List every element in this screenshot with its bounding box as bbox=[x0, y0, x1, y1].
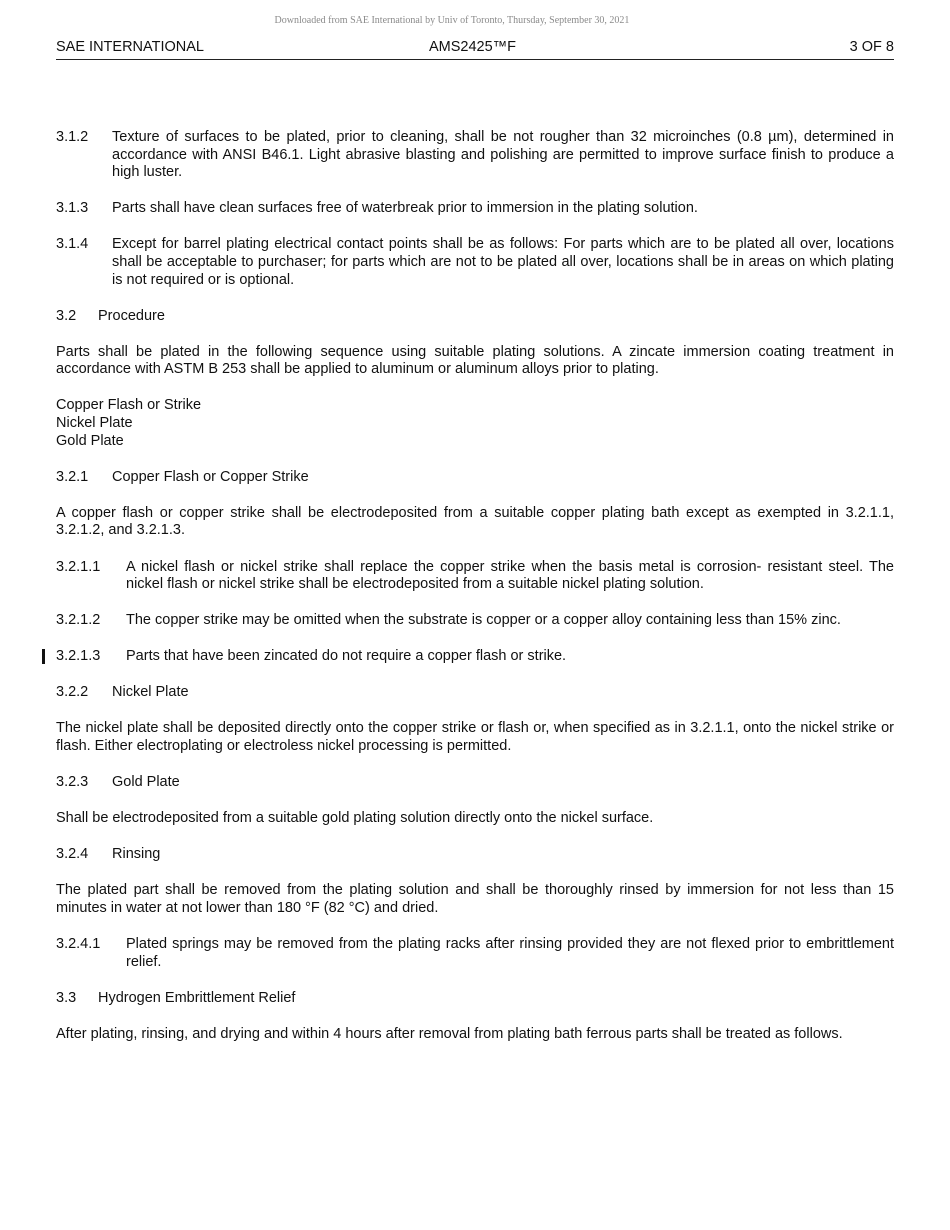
clause-number: 3.1.4 bbox=[56, 236, 89, 253]
paragraph-embrittlement-relief: After plating, rinsing, and drying and within 4 hours after removal from plating bath ferrous parts shall be treated as follows. bbox=[56, 1025, 843, 1042]
header-page-number: 3 OF 8 bbox=[849, 39, 894, 55]
clause-3-2-1-3 bbox=[56, 648, 894, 666]
sequence-step: Gold Plate bbox=[56, 432, 124, 449]
section-number: 3.2.1 bbox=[56, 468, 89, 485]
paragraph-procedure: Parts shall be plated in the following sequence using suitable plating solutions. A zincate immersion coating treatment in accordance with ASTM B 253 shall be applied to aluminum or aluminum alloys prior to plating. bbox=[56, 343, 894, 378]
clause-3-2-1-1 bbox=[56, 559, 894, 594]
document-body bbox=[56, 129, 894, 1062]
paragraph-gold-plate: Shall be electrodeposited from a suitable gold plating solution directly onto the nickel surface. bbox=[56, 810, 654, 827]
section-title: Hydrogen Embrittlement Relief bbox=[98, 989, 296, 1006]
section-3-3-heading bbox=[56, 990, 894, 1008]
clause-number: 3.2.1.3 bbox=[56, 648, 101, 665]
clause-number: 3.1.2 bbox=[56, 129, 89, 145]
header-document-number: AMS2425™F bbox=[429, 39, 517, 55]
section-title: Nickel Plate bbox=[112, 684, 189, 701]
clause-text: Except for barrel plating electrical contact points shall be as follows: For parts which are to be plated all over, locations shall be acceptable to purchaser; for parts which are not to be plated all over, locations shall be in areas on which plating is not required or is optional. bbox=[112, 236, 894, 288]
header-organization: SAE INTERNATIONAL bbox=[56, 39, 204, 55]
section-title: Gold Plate bbox=[112, 774, 180, 791]
clause-text: Texture of surfaces to be plated, prior to cleaning, shall be not rougher than 32 microinches (0.8 µm), determined in accordance with ANSI B46.1. Light abrasive blasting and polishing are permitted to improve surface finish to produce a high luster. bbox=[112, 129, 894, 181]
sequence-step: Copper Flash or Strike bbox=[56, 397, 202, 414]
paragraph-nickel-plate: The nickel plate shall be deposited directly onto the copper strike or flash or, when specified as in 3.2.1.1, onto the nickel strike or flash. Either electroplating or electroless nickel processing is permitted. bbox=[56, 720, 894, 755]
clause-3-2-1-2 bbox=[56, 612, 894, 630]
clause-text: The copper strike may be omitted when the substrate is copper or a copper alloy containing less than 15% zinc. bbox=[126, 612, 841, 629]
revision-change-bar bbox=[42, 649, 45, 664]
paragraph-rinsing: The plated part shall be removed from the plating solution and shall be thoroughly rinsed by immersion for not less than 15 minutes in water at not lower than 180 °F (82 °C) and dried. bbox=[56, 882, 894, 917]
clause-3-1-4 bbox=[56, 236, 894, 289]
section-title: Procedure bbox=[98, 307, 165, 324]
clause-text: Parts shall have clean surfaces free of waterbreak prior to immersion in the plating solution. bbox=[112, 200, 698, 217]
section-number: 3.2.3 bbox=[56, 774, 89, 791]
section-title: Copper Flash or Copper Strike bbox=[112, 468, 309, 485]
clause-number: 3.2.1.1 bbox=[56, 558, 101, 575]
section-3-2-4-heading bbox=[56, 846, 894, 864]
section-number: 3.2.4 bbox=[56, 846, 89, 863]
section-3-2-heading bbox=[56, 308, 894, 326]
clause-number: 3.2.4.1 bbox=[56, 936, 101, 953]
section-number: 3.2 bbox=[56, 307, 77, 324]
clause-text: A nickel flash or nickel strike shall replace the copper strike when the basis metal is corrosion- resistant steel. The nickel flash or nickel strike shall be electrodeposited from a suitable nickel plating solution. bbox=[126, 558, 894, 593]
clause-number: 3.1.3 bbox=[56, 200, 89, 217]
paragraph-copper-strike: A copper flash or copper strike shall be electrodeposited from a suitable copper plating bath except as exempted in 3.2.1.1, 3.2.1.2, and 3.2.1.3. bbox=[56, 504, 894, 539]
section-number: 3.3 bbox=[56, 989, 77, 1006]
section-title: Rinsing bbox=[112, 846, 161, 863]
clause-number: 3.2.1.2 bbox=[56, 612, 101, 629]
sequence-step: Nickel Plate bbox=[56, 415, 133, 432]
clause-text: Parts that have been zincated do not require a copper flash or strike. bbox=[126, 648, 567, 665]
page-header bbox=[56, 38, 894, 60]
plating-sequence-list bbox=[56, 397, 894, 450]
section-3-2-3-heading bbox=[56, 774, 894, 792]
clause-3-1-2 bbox=[56, 129, 894, 182]
clause-3-2-4-1 bbox=[56, 936, 894, 971]
clause-text: Plated springs may be removed from the plating racks after rinsing provided they are not flexed prior to embrittlement relief. bbox=[126, 936, 894, 970]
section-3-2-1-heading bbox=[56, 469, 894, 487]
section-3-2-2-heading bbox=[56, 684, 894, 702]
clause-3-1-3 bbox=[56, 200, 894, 218]
download-watermark: Downloaded from SAE International by Univ of Toronto, Thursday, September 30, 2021 bbox=[274, 15, 630, 26]
section-number: 3.2.2 bbox=[56, 684, 89, 701]
